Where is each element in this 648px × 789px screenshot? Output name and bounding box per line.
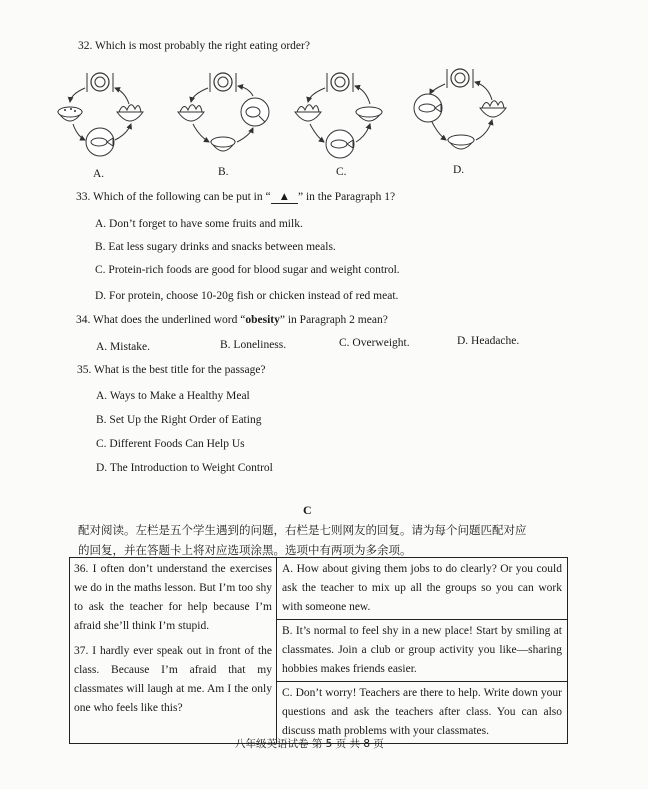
fish-icon bbox=[86, 128, 114, 156]
section-c-instructions-line1: 配对阅读。左栏是五个学生遇到的问题，右栏是七则网友的回复。请为每个问题匹配对应 bbox=[78, 523, 527, 537]
q34-stem-before: 34. What does the underlined word “ bbox=[76, 314, 246, 326]
q35-stem: 35. What is the best title for the passage? bbox=[77, 364, 266, 376]
rice-bowl-icon bbox=[58, 107, 82, 121]
fish-icon bbox=[326, 130, 354, 158]
q32-figure-d bbox=[410, 62, 528, 162]
rice-bowl-icon bbox=[448, 135, 474, 149]
q32-figure-b bbox=[175, 68, 293, 168]
q35-option-a[interactable]: A. Ways to Make a Healthy Meal bbox=[96, 390, 250, 402]
q34-option-a[interactable]: A. Mistake. bbox=[96, 341, 150, 353]
replies-column bbox=[277, 558, 568, 744]
section-c-heading: C bbox=[303, 503, 312, 517]
q33-stem-after: ” in the Paragraph 1? bbox=[298, 191, 396, 203]
q32-figure-c bbox=[292, 68, 410, 168]
blank-marker bbox=[271, 191, 298, 204]
q35-option-c[interactable]: C. Different Foods Can Help Us bbox=[96, 438, 245, 450]
q33-option-b[interactable]: B. Eat less sugary drinks and snacks between meals. bbox=[95, 241, 336, 253]
q32-option-d[interactable]: D. bbox=[453, 164, 465, 176]
meat-icon bbox=[241, 98, 269, 126]
q35-option-b[interactable]: B. Set Up the Right Order of Eating bbox=[96, 414, 262, 426]
q34-stem bbox=[76, 314, 388, 326]
q32-option-c[interactable]: C. bbox=[336, 166, 347, 178]
problems-column bbox=[70, 558, 277, 744]
plate-icon bbox=[327, 73, 353, 92]
page-footer: 八年级英语试卷 第 5 页 共 8 页 bbox=[235, 738, 384, 750]
salad-bowl-icon bbox=[295, 105, 321, 121]
q32-figure-a bbox=[55, 68, 173, 168]
problem-36: 36. I often don’t understand the exercises we do in the maths lesson. But I’m too shy to ask the teacher for help because I’m afraid she’ll think I’m stupid. bbox=[74, 563, 272, 632]
q35-option-d[interactable]: D. The Introduction to Weight Control bbox=[96, 462, 273, 474]
q34-stem-after: ” in Paragraph 2 mean? bbox=[279, 314, 388, 326]
plate-icon bbox=[447, 69, 473, 88]
matching-table bbox=[69, 557, 568, 744]
reply-c[interactable]: C. Don’t worry! Teachers are there to help. Write down your questions and ask the teachers after class. You can also discuss math problems with your classmates. bbox=[282, 687, 562, 737]
q33-stem bbox=[76, 191, 395, 204]
salad-bowl-icon bbox=[178, 105, 204, 121]
q33-option-a[interactable]: A. Don’t forget to have some fruits and milk. bbox=[95, 218, 303, 230]
section-c-instructions-line2: 的回复，并在答题卡上将对应选项涂黑。选项中有两项为多余项。 bbox=[78, 543, 412, 557]
fish-meat-icon bbox=[414, 94, 442, 122]
reply-b[interactable]: B. It’s normal to feel shy in a new place! Start by smiling at classmates. Join a club or group activity you like—sharing hobbies makes friends easier. bbox=[277, 620, 567, 682]
q32-option-a[interactable]: A. bbox=[93, 168, 105, 180]
q33-stem-before: 33. Which of the following can be put in “ bbox=[76, 191, 271, 203]
rice-bowl-icon bbox=[211, 137, 235, 151]
q33-option-d[interactable]: D. For protein, choose 10-20g fish or chicken instead of red meat. bbox=[95, 290, 399, 302]
q32-stem: 32. Which is most probably the right eating order? bbox=[78, 40, 310, 52]
problem-37: 37. I hardly ever speak out in front of the class. Because I’m afraid that my classmates will laugh at me. Am I the only one who feels like this? bbox=[74, 645, 272, 714]
plate-icon bbox=[87, 73, 113, 92]
q34-keyword: obesity bbox=[245, 314, 280, 326]
q33-option-c[interactable]: C. Protein-rich foods are good for blood sugar and weight control. bbox=[95, 264, 400, 276]
q34-option-d[interactable]: D. Headache. bbox=[457, 335, 520, 347]
salad-bowl-icon bbox=[117, 105, 143, 121]
reply-a[interactable]: A. How about giving them jobs to do clearly? Or you could ask the teacher to mix up all the groups so you can work with someone new. bbox=[277, 558, 567, 620]
q34-option-b[interactable]: B. Loneliness. bbox=[220, 339, 287, 351]
plate-icon bbox=[210, 73, 236, 92]
salad-bowl-icon bbox=[480, 101, 506, 117]
q34-option-c[interactable]: C. Overweight. bbox=[339, 337, 410, 349]
triangle-icon: ▲ bbox=[278, 191, 290, 203]
rice-bowl-icon bbox=[356, 107, 382, 121]
q32-option-b[interactable]: B. bbox=[218, 166, 229, 178]
